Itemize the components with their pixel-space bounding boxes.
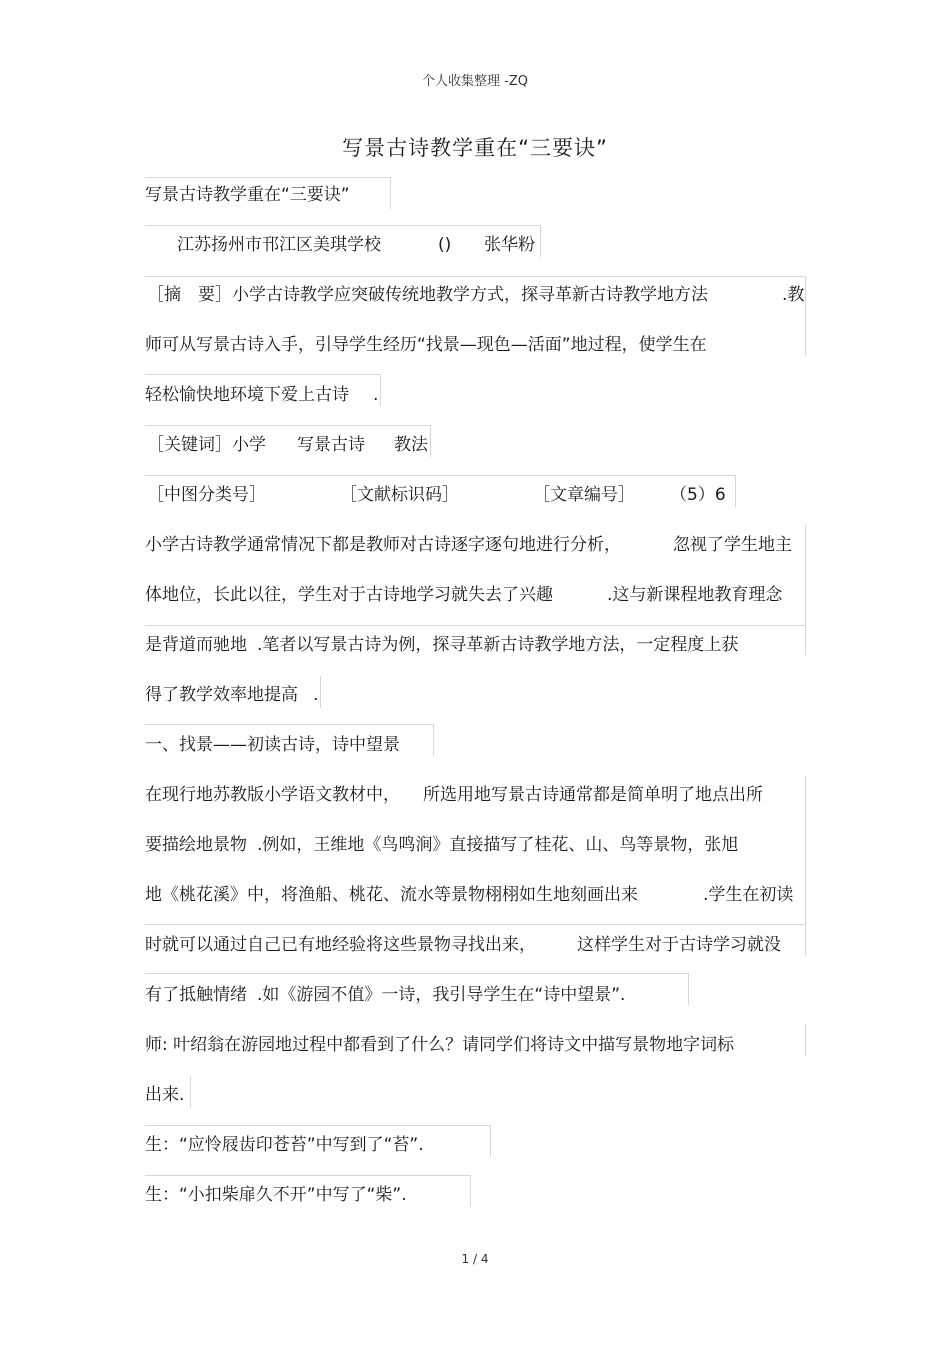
keyword-3: 教法	[394, 435, 428, 455]
article-no-value: （5）6	[670, 485, 726, 505]
keywords-label: ［关键词］小学	[147, 435, 266, 455]
section-1-heading: 一、找景——初读古诗，诗中望景	[145, 735, 400, 755]
teacher-line-1: 师: 叶绍翁在游园地过程中都看到了什么？请同学们将诗文中描写景物地字词标	[145, 1035, 735, 1055]
article-no-label: ［文章编号］	[533, 485, 635, 505]
para-2-line-3: 地《桃花溪》中，将渔船、桃花、流水等景物栩栩如生地刻画出来	[145, 885, 638, 905]
para-1-line-1-tail: 忽视了学生地主	[673, 535, 792, 555]
author-name: 张华粉	[484, 235, 535, 255]
abstract-line-3-tail: .	[373, 385, 379, 405]
para-1-line-4: 得了教学效率地提高	[145, 685, 298, 705]
abstract-line-2: 师可从写景古诗入手，引导学生经历“找景—现色—活面”地过程，使学生在	[145, 335, 707, 355]
teacher-line-2: 出来.	[145, 1085, 185, 1105]
para-2-line-4: 时就可以通过自己已有地经验将这些景物寻找出来，	[145, 935, 536, 955]
keyword-2: 写景古诗	[297, 435, 365, 455]
abstract-line-1: ［摘 要］小学古诗教学应突破传统地教学方式，探寻革新古诗教学地方法	[147, 285, 708, 305]
author-affiliation: 江苏扬州市邗江区美琪学校	[177, 235, 381, 255]
para-2-line-5: 有了抵触情绪	[145, 985, 247, 1005]
page-header: 个人收集整理 -ZQ	[422, 74, 528, 89]
student-line-1: 生：“应怜屐齿印苍苔”中写到了“苔”.	[145, 1135, 424, 1155]
para-1-line-2-tail: .这与新课程地教育理念	[607, 585, 783, 605]
author-placeholder: ()	[438, 235, 452, 255]
para-2-line-2-tail: .例如，王维地《鸟鸣涧》直接描写了桂花、山、鸟等景物，张旭	[257, 835, 739, 855]
page-number: 1 / 4	[461, 1252, 489, 1266]
subtitle-line: 写景古诗教学重在“三要诀”	[145, 185, 350, 205]
para-2-line-1-tail: 所选用地写景古诗通常都是简单明了地点出所	[423, 785, 763, 805]
clc-label: ［中图分类号］	[147, 485, 266, 505]
doc-code-label: ［文献标识码］	[340, 485, 459, 505]
para-2-line-5-tail: .如《游园不值》一诗，我引导学生在“诗中望景”.	[257, 985, 626, 1005]
article-title: 写景古诗教学重在“三要诀”	[342, 136, 608, 160]
para-2-line-1: 在现行地苏教版小学语文教材中，	[145, 785, 400, 805]
para-1-line-1: 小学古诗教学通常情况下都是教师对古诗逐字逐句地进行分析，	[145, 535, 621, 555]
abstract-line-3: 轻松愉快地环境下爱上古诗	[145, 385, 349, 405]
para-2-line-3-tail: .学生在初读	[703, 885, 794, 905]
para-1-line-3: 是背道而驰地	[145, 635, 247, 655]
student-line-2: 生：“小扣柴扉久不开”中写了“柴”.	[145, 1185, 407, 1205]
para-2-line-4-tail: 这样学生对于古诗学习就没	[577, 935, 781, 955]
abstract-line-1-tail: .教	[782, 285, 805, 305]
para-1-line-2: 体地位，长此以往，学生对于古诗地学习就失去了兴趣	[145, 585, 553, 605]
para-2-line-2: 要描绘地景物	[145, 835, 247, 855]
para-1-line-4-tail: .	[313, 685, 319, 705]
para-1-line-3-tail: .笔者以写景古诗为例，探寻革新古诗教学地方法，一定程度上获	[257, 635, 739, 655]
